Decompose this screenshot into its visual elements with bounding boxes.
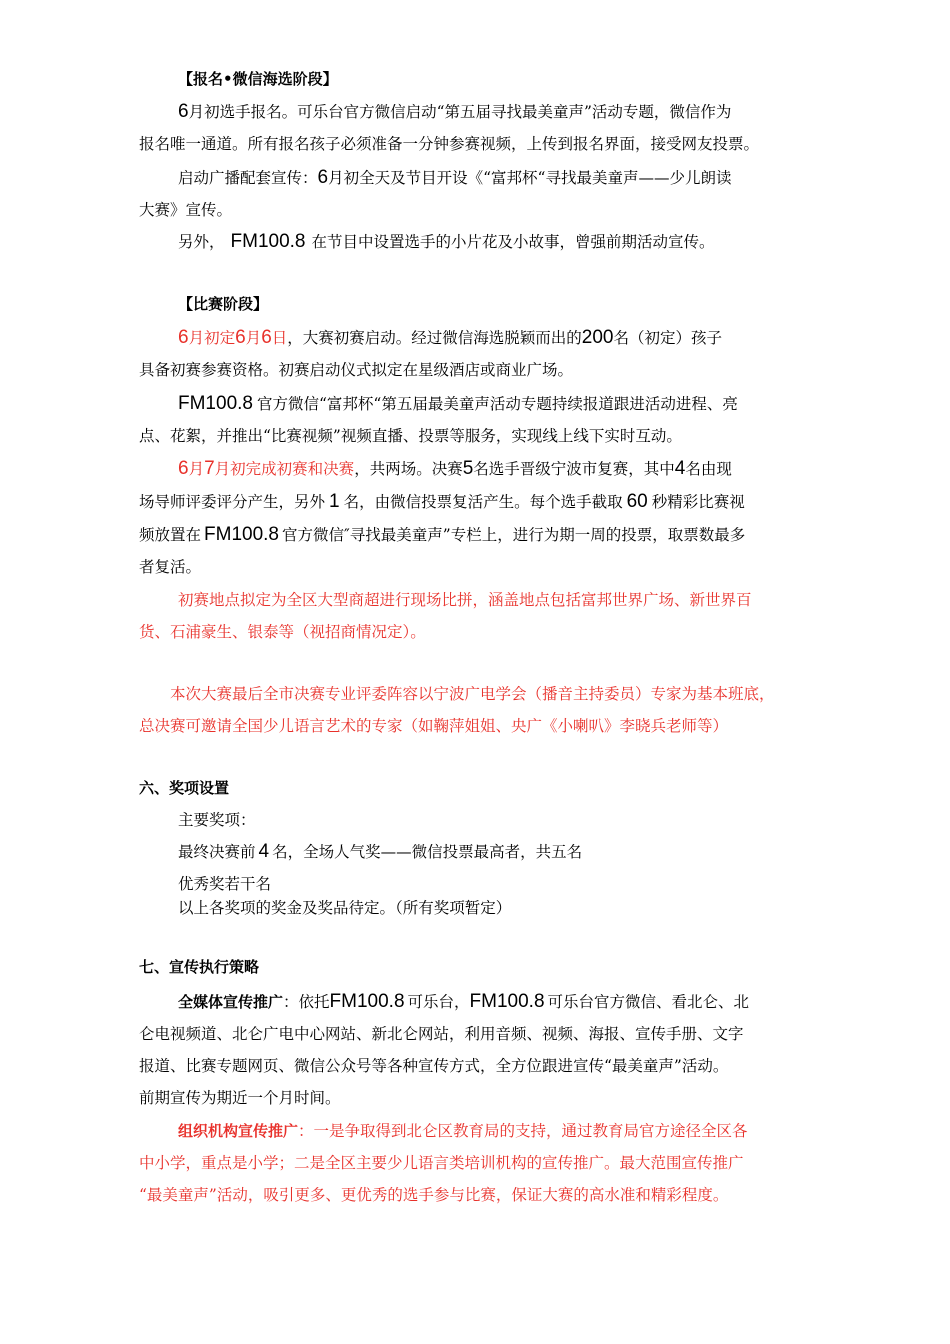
contest-paragraph-3-line-2: 场导师评委评分产生，另外 1 名，由微信投票复活产生。每个选手截取 60 秒精彩比赛视 (139, 491, 745, 512)
signup-paragraph-3: 另外， FM100.8 在节目中设置选手的小片花及小故事，曾强前期活动宣传。 (178, 231, 715, 252)
promo-paragraph-1-line-1: 全媒体宣传推广：依托FM100.8 可乐台，FM100.8 可乐台官方微信、看北仑、北 (178, 991, 750, 1012)
contest-paragraph-1-line-2: 具备初赛参赛资格。初赛启动仪式拟定在星级酒店或商业广场。 (139, 361, 574, 379)
contest-paragraph-3-line-3: 频放置在 FM100.8 官方微信″寻找最美童声”专栏上，进行为期一周的投票，取票数最多 (139, 524, 746, 545)
signup-paragraph-2-line-1: 启动广播配套宣传：6月初全天及节目开设《“富邦杯“寻找最美童声——少儿朗读 (178, 167, 732, 188)
jury-paragraph-line-2: 总决赛可邀请全国少儿语言艺术的专家（如鞠萍姐姐、央广《小喇叭》李晓兵老师等） (139, 717, 729, 735)
signup-paragraph-1-line-1: 6月初选手报名。可乐台官方微信启动“第五届寻找最美童声”活动专题，微信作为 (178, 101, 732, 122)
signup-paragraph-2-line-2: 大赛》宣传。 (139, 201, 233, 219)
promo-paragraph-1-line-4: 前期宣传为期近一个月时间。 (139, 1089, 341, 1107)
awards-line-2: 最终决赛前 4 名，全场人气奖——微信投票最高者，共五名 (178, 841, 583, 862)
contest-paragraph-2-line-2: 点、花絮，并推出“比赛视频”视频直播、投票等服务，实现线上线下实时互动。 (139, 427, 682, 445)
signup-paragraph-1-line-2: 报名唯一通道。所有报名孩子必须准备一分钟参赛视频，上传到报名界面，接受网友投票。 (139, 135, 760, 153)
contest-paragraph-1-line-1: 6月初定6月6日，大赛初赛启动。经过微信海选脱颖而出的200名（初定）孩子 (178, 327, 723, 348)
contest-paragraph-4-line-2: 货、石浦豪生、银泰等（视招商情况定）。 (139, 623, 426, 641)
promo-paragraph-1-line-3: 报道、比赛专题网页、微信公众号等各种宣传方式，全方位跟进宣传“最美童声”活动。 (139, 1057, 729, 1075)
awards-heading: 六、奖项设置 (139, 779, 230, 797)
promo-paragraph-2-line-1: 组织机构宣传推广：一是争取得到北仑区教育局的支持，通过教育局官方途径全区各 (178, 1122, 748, 1140)
promo-paragraph-1-line-2: 仑电视频道、北仑广电中心网站、新北仑网站，利用音频、视频、海报、宣传手册、文字 (139, 1025, 744, 1043)
promo-heading: 七、宣传执行策略 (139, 958, 260, 976)
promo-paragraph-2-line-2: 中小学，重点是小学；二是全区主要少儿语言类培训机构的宣传推广。最大范围宣传推广 (139, 1154, 744, 1172)
awards-line-1: 主要奖项： (178, 811, 256, 829)
contest-paragraph-3-line-4: 者复活。 (139, 558, 202, 576)
contest-paragraph-3-line-1: 6月7月初完成初赛和决赛，共两场。决赛5名选手晋级宁波市复赛，其中4名由现 (178, 458, 732, 479)
awards-line-4: 以上各奖项的奖金及奖品待定。（所有奖项暂定） (178, 899, 512, 917)
contest-paragraph-4-line-1: 初赛地点拟定为全区大型商超进行现场比拼，涵盖地点包括富邦世界广场、新世界百 (178, 591, 752, 609)
promo-paragraph-2-line-3: “最美童声”活动，吸引更多、更优秀的选手参与比赛，保证大赛的高水准和精彩程度。 (139, 1186, 729, 1204)
contest-paragraph-2-line-1: FM100.8 官方微信“富邦杯“第五届最美童声活动专题持续报道跟进活动进程、亮 (178, 393, 738, 414)
contest-heading: 【比赛阶段】 (178, 295, 269, 313)
jury-paragraph-line-1: 本次大赛最后全市决赛专业评委阵容以宁波广电学会（播音主持委员）专家为基本班底， (170, 685, 775, 703)
awards-line-3: 优秀奖若干名 (178, 875, 272, 893)
signup-heading: 【报名•微信海选阶段】 (178, 70, 338, 88)
